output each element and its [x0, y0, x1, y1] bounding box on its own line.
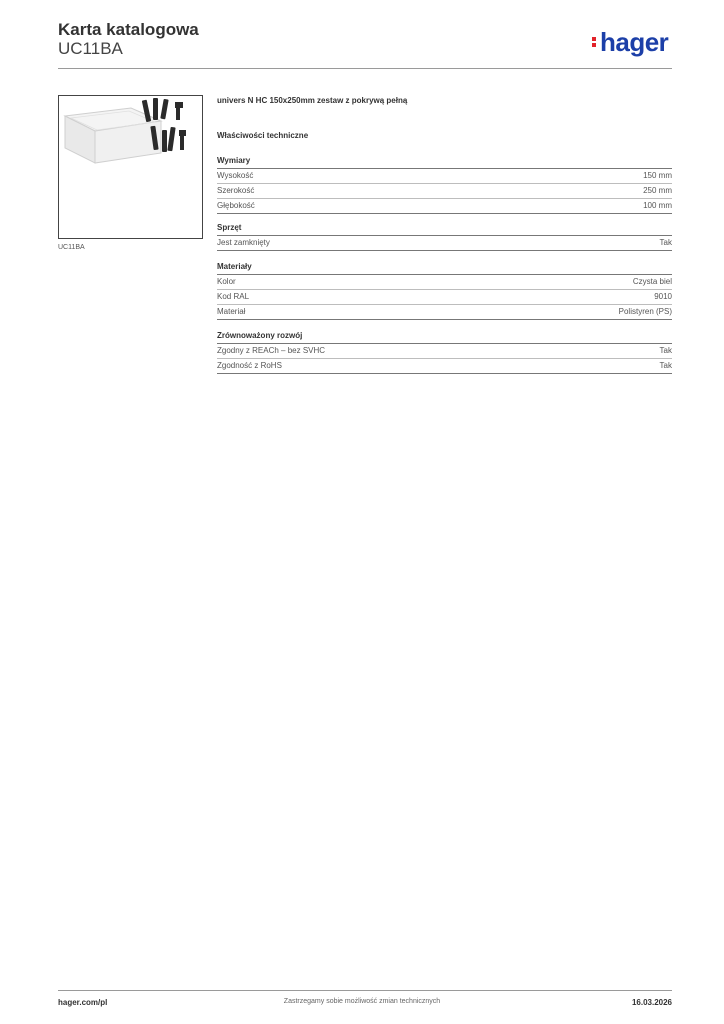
spec-label: Materiał — [217, 307, 246, 316]
spec-row — [217, 344, 672, 359]
spec-label: Kolor — [217, 277, 236, 286]
spec-label: Głębokość — [217, 201, 255, 210]
footer-website-link[interactable]: hager.com/pl — [58, 998, 108, 1007]
section-title: Sprzęt — [217, 222, 672, 236]
spec-row — [217, 305, 672, 320]
logo-dots-icon — [592, 35, 598, 49]
spec-row — [217, 199, 672, 214]
spec-row — [217, 169, 672, 184]
spec-value: 150 mm — [643, 171, 672, 180]
hager-logo — [592, 27, 668, 58]
technical-properties-heading: Właściwości techniczne — [217, 131, 309, 140]
section-title: Wymiary — [217, 155, 672, 169]
spec-row — [217, 236, 672, 251]
footer-date: 16.03.2026 — [631, 998, 672, 1007]
section-title: Materiały — [217, 261, 672, 275]
section-title: Zrównoważony rozwój — [217, 330, 672, 344]
spec-value: 100 mm — [643, 201, 672, 210]
spec-value: 9010 — [654, 292, 672, 301]
section-materials — [217, 261, 672, 320]
section-dimensions — [217, 155, 672, 214]
spec-label: Zgodność z RoHS — [217, 361, 282, 370]
spec-value: Tak — [659, 361, 672, 370]
product-title: univers N HC 150x250mm zestaw z pokrywą pełną — [217, 96, 408, 105]
enclosure-kit-illustration — [59, 96, 202, 238]
product-image — [58, 95, 203, 239]
footer-disclaimer: Zastrzegamy sobie możliwość zmian technicznych — [283, 998, 441, 1005]
spec-row — [217, 275, 672, 290]
spec-value: 250 mm — [643, 186, 672, 195]
spec-label: Jest zamknięty — [217, 238, 270, 247]
spec-label: Wysokość — [217, 171, 254, 180]
section-sustainability — [217, 330, 672, 374]
spec-value: Czysta biel — [632, 277, 672, 286]
document-title: Karta katalogowa — [58, 20, 199, 39]
spec-value: Tak — [659, 238, 672, 247]
section-hardware — [217, 222, 672, 251]
spec-label: Zgodny z REACh – bez SVHC — [217, 346, 326, 355]
spec-label: Kod RAL — [217, 292, 250, 301]
product-image-caption: UC11BA — [58, 244, 85, 251]
header-divider — [58, 68, 672, 69]
spec-row — [217, 359, 672, 374]
spec-row — [217, 290, 672, 305]
product-code-heading: UC11BA — [58, 39, 123, 58]
logo-text: hager — [600, 27, 669, 57]
footer-divider — [58, 990, 672, 991]
spec-label: Szerokość — [217, 186, 255, 195]
spec-value: Polistyren (PS) — [618, 307, 672, 316]
spec-value: Tak — [659, 346, 672, 355]
spec-row — [217, 184, 672, 199]
